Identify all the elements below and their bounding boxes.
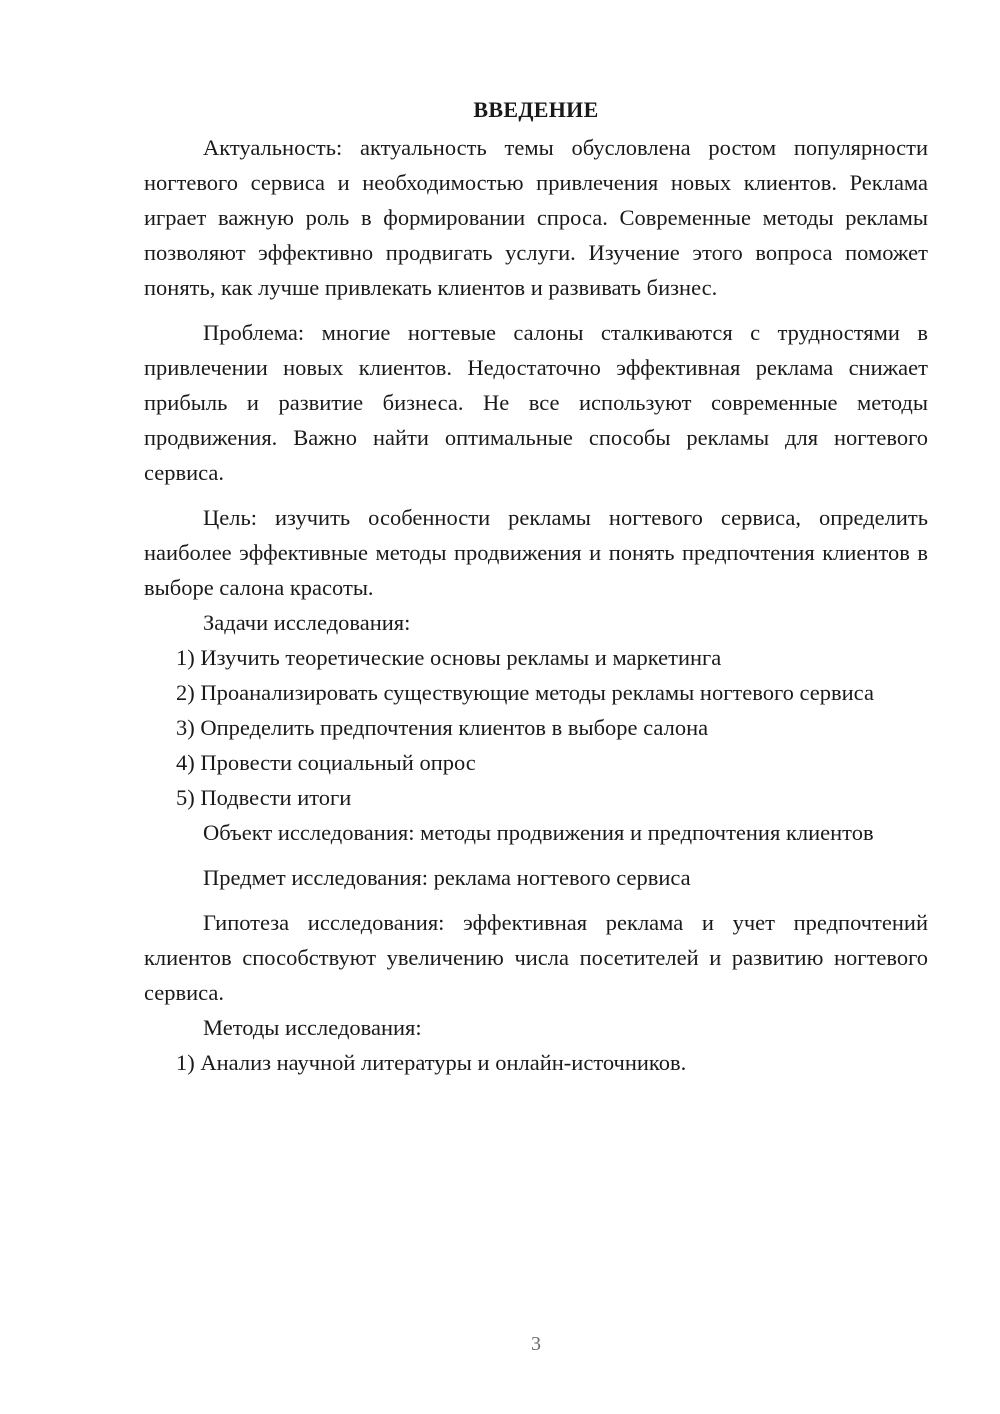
task-item-2: 2) Проанализировать существующие методы рекламы ногтевого сервиса <box>176 680 874 705</box>
relevance-paragraph: Актуальность: актуальность темы обусловлена ростом популярности ногтевого сервиса и необходимостью привлечения новых клиентов. Реклама играет важную роль в формировании спроса. Современные методы рекламы позволяют эффективно продвигать услуги. Изучение этого вопроса поможет понять, как лучше привлекать клиентов и развивать бизнес. <box>144 135 928 300</box>
page-number: 3 <box>531 1333 541 1355</box>
hypothesis-paragraph: Гипотеза исследования: эффективная реклама и учет предпочтений клиентов способствуют увеличению числа посетителей и развитию ногтевого сервиса. <box>144 910 928 1005</box>
page-title: ВВЕДЕНИЕ <box>473 97 599 122</box>
problem-paragraph: Проблема: многие ногтевые салоны сталкиваются с трудностями в привлечении новых клиентов. Недостаточно эффективная реклама снижает прибыль и развитие бизнеса. Не все используют современные методы продвижения. Важно найти оптимальные способы рекламы для ногтевого сервиса. <box>144 320 928 485</box>
task-item-4: 4) Провести социальный опрос <box>176 750 476 775</box>
object-paragraph: Объект исследования: методы продвижения и предпочтения клиентов <box>203 820 874 845</box>
task-item-1: 1) Изучить теоретические основы рекламы и маркетинга <box>176 645 722 670</box>
tasks-label: Задачи исследования: <box>203 610 411 635</box>
page-content <box>144 92 928 1080</box>
goal-paragraph: Цель: изучить особенности рекламы ногтевого сервиса, определить наиболее эффективные методы продвижения и понять предпочтения клиентов в выборе салона красоты. <box>144 505 928 600</box>
task-item-5: 5) Подвести итоги <box>176 785 352 810</box>
methods-label: Методы исследования: <box>203 1015 422 1040</box>
method-item-1: 1) Анализ научной литературы и онлайн-источников. <box>176 1050 687 1075</box>
subject-paragraph: Предмет исследования: реклама ногтевого сервиса <box>203 865 691 890</box>
task-item-3: 3) Определить предпочтения клиентов в выборе салона <box>176 715 709 740</box>
